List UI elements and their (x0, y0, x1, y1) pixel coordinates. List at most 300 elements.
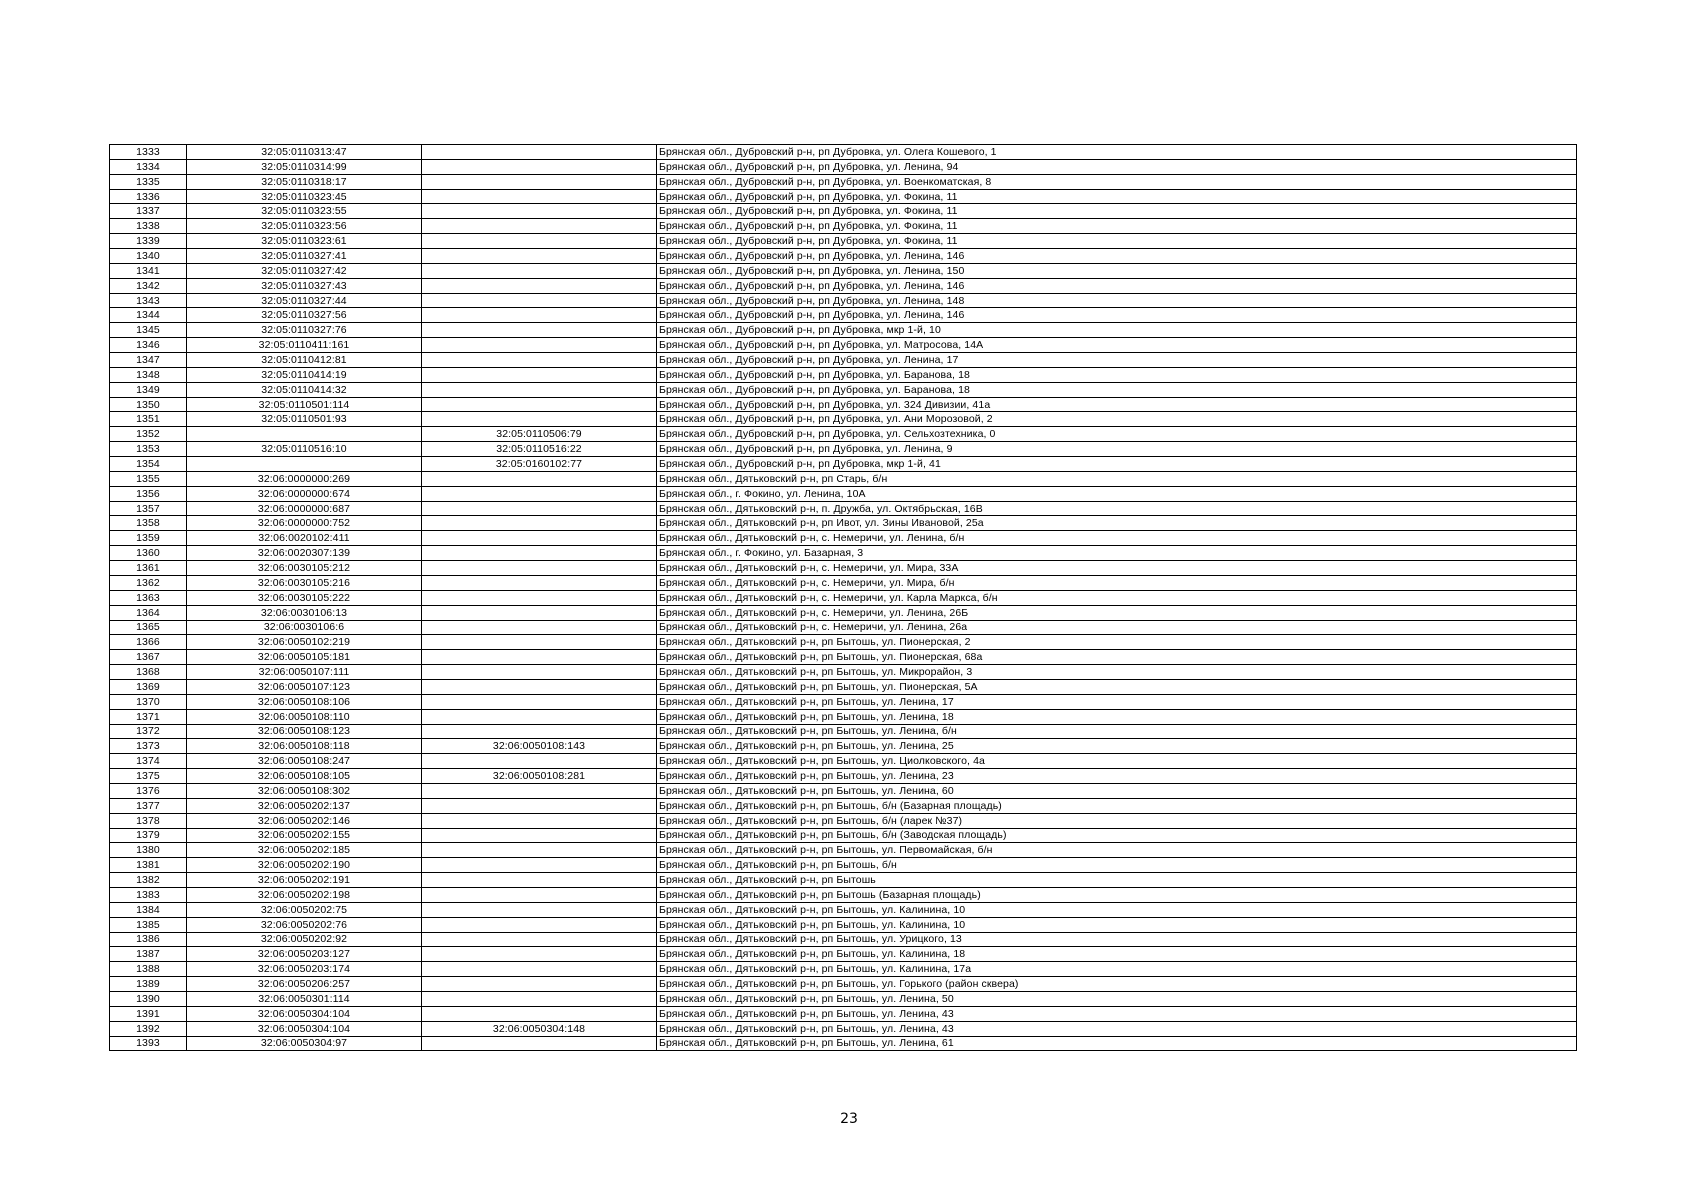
related-cadastral-number-cell (422, 249, 657, 264)
address-cell: Брянская обл., Дятьковский р-н, рп Бытошь, б/н (657, 858, 1577, 873)
cadastral-number-cell: 32:06:0050202:92 (187, 932, 422, 947)
address-cell: Брянская обл., Дятьковский р-н, рп Бытошь, ул. Микрорайон, 3 (657, 665, 1577, 680)
address-cell: Брянская обл., Дятьковский р-н, рп Бытошь, ул. Ленина, 23 (657, 769, 1577, 784)
row-number-cell: 1335 (110, 174, 187, 189)
address-cell: Брянская обл., Дятьковский р-н, рп Бытошь, ул. Ленина, 17 (657, 694, 1577, 709)
address-cell: Брянская обл., Дубровский р-н, рп Дубровка, ул. 324 Дивизии, 41а (657, 397, 1577, 412)
related-cadastral-number-cell (422, 783, 657, 798)
table-row (110, 635, 1577, 650)
table-row (110, 516, 1577, 531)
row-number-cell: 1364 (110, 605, 187, 620)
table-row (110, 263, 1577, 278)
cadastral-number-cell: 32:06:0050203:127 (187, 947, 422, 962)
table-row (110, 159, 1577, 174)
cadastral-number-cell: 32:05:0110327:76 (187, 323, 422, 338)
row-number-cell: 1392 (110, 1021, 187, 1036)
table-row (110, 620, 1577, 635)
address-cell: Брянская обл., Дятьковский р-н, с. Немеричи, ул. Мира, б/н (657, 575, 1577, 590)
cadastral-number-cell: 32:06:0050202:76 (187, 917, 422, 932)
cadastral-number-cell: 32:05:0110323:45 (187, 189, 422, 204)
cadastral-number-cell: 32:06:0050304:104 (187, 1021, 422, 1036)
row-number-cell: 1375 (110, 769, 187, 784)
table-row (110, 145, 1577, 160)
row-number-cell: 1349 (110, 382, 187, 397)
cadastral-number-cell: 32:06:0000000:269 (187, 471, 422, 486)
address-cell: Брянская обл., Дубровский р-н, рп Дубровка, ул. Матросова, 14А (657, 338, 1577, 353)
table-row (110, 397, 1577, 412)
related-cadastral-number-cell (422, 561, 657, 576)
row-number-cell: 1372 (110, 724, 187, 739)
related-cadastral-number-cell (422, 858, 657, 873)
related-cadastral-number-cell (422, 977, 657, 992)
table-row (110, 694, 1577, 709)
table-row (110, 739, 1577, 754)
related-cadastral-number-cell (422, 665, 657, 680)
table-row (110, 382, 1577, 397)
table-row (110, 590, 1577, 605)
table-row (110, 427, 1577, 442)
table-row (110, 546, 1577, 561)
related-cadastral-number-cell (422, 679, 657, 694)
cadastral-number-cell: 32:06:0050202:155 (187, 828, 422, 843)
row-number-cell: 1351 (110, 412, 187, 427)
related-cadastral-number-cell (422, 962, 657, 977)
address-cell: Брянская обл., Дятьковский р-н, рп Бытошь, ул. Горького (район сквера) (657, 977, 1577, 992)
address-cell: Брянская обл., г. Фокино, ул. Ленина, 10А (657, 486, 1577, 501)
cadastral-number-cell: 32:06:0050202:137 (187, 798, 422, 813)
address-cell: Брянская обл., Дубровский р-н, рп Дубровка, ул. Ленина, 146 (657, 278, 1577, 293)
address-cell: Брянская обл., Дятьковский р-н, рп Бытошь (657, 873, 1577, 888)
table-row (110, 457, 1577, 472)
row-number-cell: 1373 (110, 739, 187, 754)
related-cadastral-number-cell (422, 843, 657, 858)
cadastral-number-cell: 32:06:0030105:216 (187, 575, 422, 590)
table-row (110, 991, 1577, 1006)
address-cell: Брянская обл., Дятьковский р-н, рп Бытошь, ул. Ленина, 25 (657, 739, 1577, 754)
cadastral-number-cell: 32:06:0050301:114 (187, 991, 422, 1006)
related-cadastral-number-cell (422, 575, 657, 590)
cadastral-number-cell: 32:06:0050102:219 (187, 635, 422, 650)
cadastral-number-cell: 32:06:0050108:106 (187, 694, 422, 709)
table-row (110, 219, 1577, 234)
row-number-cell: 1368 (110, 665, 187, 680)
related-cadastral-number-cell (422, 397, 657, 412)
address-cell: Брянская обл., Дятьковский р-н, рп Бытошь, ул. Ленина, 60 (657, 783, 1577, 798)
related-cadastral-number-cell (422, 546, 657, 561)
table-row (110, 783, 1577, 798)
address-cell: Брянская обл., Дятьковский р-н, рп Бытошь, ул. Ленина, 18 (657, 709, 1577, 724)
row-number-cell: 1345 (110, 323, 187, 338)
row-number-cell: 1360 (110, 546, 187, 561)
table-row (110, 813, 1577, 828)
table-row (110, 353, 1577, 368)
table-row (110, 977, 1577, 992)
cadastral-number-cell: 32:06:0020102:411 (187, 531, 422, 546)
table-row (110, 873, 1577, 888)
related-cadastral-number-cell (422, 873, 657, 888)
table-row (110, 575, 1577, 590)
row-number-cell: 1361 (110, 561, 187, 576)
related-cadastral-number-cell (422, 501, 657, 516)
table-row (110, 338, 1577, 353)
related-cadastral-number-cell (422, 159, 657, 174)
table-row (110, 665, 1577, 680)
row-number-cell: 1383 (110, 887, 187, 902)
row-number-cell: 1389 (110, 977, 187, 992)
table-row (110, 932, 1577, 947)
cadastral-number-cell: 32:06:0050206:257 (187, 977, 422, 992)
related-cadastral-number-cell: 32:06:0050108:281 (422, 769, 657, 784)
address-cell: Брянская обл., Дятьковский р-н, рп Бытошь, ул. Калинина, 17а (657, 962, 1577, 977)
related-cadastral-number-cell (422, 145, 657, 160)
row-number-cell: 1377 (110, 798, 187, 813)
address-cell: Брянская обл., Дятьковский р-н, рп Бытошь, ул. Первомайская, б/н (657, 843, 1577, 858)
cadastral-number-cell: 32:06:0050304:104 (187, 1006, 422, 1021)
row-number-cell: 1369 (110, 679, 187, 694)
property-registry-table (109, 144, 1577, 1051)
related-cadastral-number-cell (422, 635, 657, 650)
row-number-cell: 1340 (110, 249, 187, 264)
cadastral-number-cell: 32:06:0000000:687 (187, 501, 422, 516)
cadastral-number-cell: 32:06:0050108:105 (187, 769, 422, 784)
related-cadastral-number-cell: 32:05:0160102:77 (422, 457, 657, 472)
cadastral-number-cell: 32:05:0110314:99 (187, 159, 422, 174)
address-cell: Брянская обл., Дятьковский р-н, рп Бытошь, б/н (Базарная площадь) (657, 798, 1577, 813)
cadastral-number-cell: 32:05:0110414:19 (187, 367, 422, 382)
table-row (110, 249, 1577, 264)
related-cadastral-number-cell (422, 1006, 657, 1021)
address-cell: Брянская обл., Дубровский р-н, рп Дубровка, ул. Сельхозтехника, 0 (657, 427, 1577, 442)
address-cell: Брянская обл., Дятьковский р-н, рп Бытошь, ул. Пионерская, 5А (657, 679, 1577, 694)
row-number-cell: 1352 (110, 427, 187, 442)
cadastral-number-cell: 32:06:0030105:222 (187, 590, 422, 605)
address-cell: Брянская обл., Дятьковский р-н, рп Бытошь, ул. Ленина, б/н (657, 724, 1577, 739)
related-cadastral-number-cell (422, 338, 657, 353)
row-number-cell: 1366 (110, 635, 187, 650)
address-cell: Брянская обл., Дубровский р-н, рп Дубровка, ул. Олега Кошевого, 1 (657, 145, 1577, 160)
cadastral-number-cell: 32:06:0050108:302 (187, 783, 422, 798)
page-number: 23 (840, 1111, 858, 1127)
row-number-cell: 1341 (110, 263, 187, 278)
row-number-cell: 1346 (110, 338, 187, 353)
table-row (110, 308, 1577, 323)
related-cadastral-number-cell (422, 813, 657, 828)
cadastral-number-cell: 32:06:0050108:110 (187, 709, 422, 724)
cadastral-number-cell: 32:06:0050108:118 (187, 739, 422, 754)
table-row (110, 962, 1577, 977)
address-cell: Брянская обл., Дубровский р-н, рп Дубровка, ул. Ани Морозовой, 2 (657, 412, 1577, 427)
row-number-cell: 1380 (110, 843, 187, 858)
cadastral-number-cell: 32:06:0050107:123 (187, 679, 422, 694)
cadastral-number-cell: 32:05:0110323:61 (187, 234, 422, 249)
related-cadastral-number-cell (422, 1036, 657, 1051)
row-number-cell: 1336 (110, 189, 187, 204)
table-row (110, 234, 1577, 249)
row-number-cell: 1378 (110, 813, 187, 828)
table-row (110, 412, 1577, 427)
row-number-cell: 1385 (110, 917, 187, 932)
address-cell: Брянская обл., г. Фокино, ул. Базарная, 3 (657, 546, 1577, 561)
row-number-cell: 1350 (110, 397, 187, 412)
row-number-cell: 1354 (110, 457, 187, 472)
row-number-cell: 1355 (110, 471, 187, 486)
related-cadastral-number-cell (422, 293, 657, 308)
cadastral-number-cell: 32:06:0050304:97 (187, 1036, 422, 1051)
cadastral-number-cell: 32:05:0110414:32 (187, 382, 422, 397)
row-number-cell: 1386 (110, 932, 187, 947)
row-number-cell: 1353 (110, 442, 187, 457)
related-cadastral-number-cell (422, 531, 657, 546)
table-row (110, 917, 1577, 932)
related-cadastral-number-cell (422, 724, 657, 739)
address-cell: Брянская обл., Дубровский р-н, рп Дубровка, ул. Ленина, 17 (657, 353, 1577, 368)
related-cadastral-number-cell (422, 234, 657, 249)
cadastral-number-cell: 32:06:0050202:185 (187, 843, 422, 858)
row-number-cell: 1391 (110, 1006, 187, 1021)
row-number-cell: 1347 (110, 353, 187, 368)
related-cadastral-number-cell: 32:06:0050108:143 (422, 739, 657, 754)
cadastral-number-cell: 32:06:0050108:247 (187, 754, 422, 769)
address-cell: Брянская обл., Дубровский р-н, рп Дубровка, ул. Военкоматская, 8 (657, 174, 1577, 189)
address-cell: Брянская обл., Дубровский р-н, рп Дубровка, ул. Фокина, 11 (657, 234, 1577, 249)
related-cadastral-number-cell (422, 278, 657, 293)
table-row (110, 769, 1577, 784)
cadastral-number-cell: 32:05:0110327:42 (187, 263, 422, 278)
cadastral-number-cell: 32:06:0050202:75 (187, 902, 422, 917)
table-row (110, 204, 1577, 219)
row-number-cell: 1390 (110, 991, 187, 1006)
address-cell: Брянская обл., Дубровский р-н, рп Дубровка, ул. Ленина, 9 (657, 442, 1577, 457)
related-cadastral-number-cell (422, 412, 657, 427)
cadastral-number-cell: 32:06:0050107:111 (187, 665, 422, 680)
related-cadastral-number-cell (422, 887, 657, 902)
table-row (110, 902, 1577, 917)
related-cadastral-number-cell (422, 219, 657, 234)
cadastral-number-cell: 32:06:0050108:123 (187, 724, 422, 739)
table-row (110, 724, 1577, 739)
row-number-cell: 1333 (110, 145, 187, 160)
address-cell: Брянская обл., Дубровский р-н, рп Дубровка, ул. Фокина, 11 (657, 219, 1577, 234)
related-cadastral-number-cell (422, 991, 657, 1006)
cadastral-number-cell: 32:05:0110327:43 (187, 278, 422, 293)
cadastral-number-cell: 32:05:0110411:161 (187, 338, 422, 353)
related-cadastral-number-cell (422, 189, 657, 204)
table-row (110, 323, 1577, 338)
table-row (110, 189, 1577, 204)
related-cadastral-number-cell (422, 471, 657, 486)
related-cadastral-number-cell (422, 516, 657, 531)
cadastral-number-cell (187, 427, 422, 442)
address-cell: Брянская обл., Дятьковский р-н, рп Бытошь, ул. Калинина, 10 (657, 917, 1577, 932)
row-number-cell: 1342 (110, 278, 187, 293)
table-row (110, 828, 1577, 843)
cadastral-number-cell: 32:06:0030106:13 (187, 605, 422, 620)
address-cell: Брянская обл., Дубровский р-н, рп Дубровка, ул. Ленина, 146 (657, 249, 1577, 264)
related-cadastral-number-cell (422, 932, 657, 947)
related-cadastral-number-cell (422, 204, 657, 219)
address-cell: Брянская обл., Дятьковский р-н, с. Немеричи, ул. Карла Маркса, б/н (657, 590, 1577, 605)
row-number-cell: 1370 (110, 694, 187, 709)
table-row (110, 1036, 1577, 1051)
related-cadastral-number-cell (422, 486, 657, 501)
address-cell: Брянская обл., Дубровский р-н, рп Дубровка, ул. Ленина, 146 (657, 308, 1577, 323)
table-row (110, 754, 1577, 769)
row-number-cell: 1376 (110, 783, 187, 798)
row-number-cell: 1393 (110, 1036, 187, 1051)
address-cell: Брянская обл., Дятьковский р-н, рп Бытошь, ул. Ленина, 43 (657, 1006, 1577, 1021)
related-cadastral-number-cell (422, 367, 657, 382)
table-row (110, 887, 1577, 902)
related-cadastral-number-cell (422, 947, 657, 962)
row-number-cell: 1359 (110, 531, 187, 546)
address-cell: Брянская обл., Дубровский р-н, рп Дубровка, ул. Фокина, 11 (657, 189, 1577, 204)
table-row (110, 561, 1577, 576)
related-cadastral-number-cell (422, 620, 657, 635)
related-cadastral-number-cell (422, 917, 657, 932)
address-cell: Брянская обл., Дубровский р-н, рп Дубровка, мкр 1-й, 10 (657, 323, 1577, 338)
cadastral-number-cell: 32:05:0110327:41 (187, 249, 422, 264)
related-cadastral-number-cell: 32:05:0110516:22 (422, 442, 657, 457)
registry-table-body (110, 145, 1577, 1051)
row-number-cell: 1387 (110, 947, 187, 962)
cadastral-number-cell: 32:06:0000000:674 (187, 486, 422, 501)
table-row (110, 293, 1577, 308)
cadastral-number-cell: 32:05:0110327:56 (187, 308, 422, 323)
address-cell: Брянская обл., Дубровский р-н, рп Дубровка, ул. Фокина, 11 (657, 204, 1577, 219)
related-cadastral-number-cell (422, 828, 657, 843)
table-row (110, 278, 1577, 293)
address-cell: Брянская обл., Дятьковский р-н, с. Немеричи, ул. Ленина, 26Б (657, 605, 1577, 620)
row-number-cell: 1356 (110, 486, 187, 501)
row-number-cell: 1338 (110, 219, 187, 234)
row-number-cell: 1358 (110, 516, 187, 531)
row-number-cell: 1363 (110, 590, 187, 605)
table-row (110, 679, 1577, 694)
related-cadastral-number-cell (422, 353, 657, 368)
address-cell: Брянская обл., Дубровский р-н, рп Дубровка, ул. Баранова, 18 (657, 367, 1577, 382)
cadastral-number-cell: 32:06:0050202:191 (187, 873, 422, 888)
table-row (110, 486, 1577, 501)
table-row (110, 709, 1577, 724)
table-row (110, 1021, 1577, 1036)
table-row (110, 947, 1577, 962)
row-number-cell: 1367 (110, 650, 187, 665)
row-number-cell: 1388 (110, 962, 187, 977)
address-cell: Брянская обл., Дятьковский р-н, рп Ивот, ул. Зины Ивановой, 25а (657, 516, 1577, 531)
address-cell: Брянская обл., Дубровский р-н, рп Дубровка, ул. Ленина, 150 (657, 263, 1577, 278)
cadastral-number-cell: 32:06:0050203:174 (187, 962, 422, 977)
cadastral-number-cell: 32:05:0110412:81 (187, 353, 422, 368)
row-number-cell: 1339 (110, 234, 187, 249)
row-number-cell: 1362 (110, 575, 187, 590)
address-cell: Брянская обл., Дятьковский р-н, рп Бытошь, ул. Циолковского, 4а (657, 754, 1577, 769)
address-cell: Брянская обл., Дятьковский р-н, с. Немеричи, ул. Мира, 33А (657, 561, 1577, 576)
related-cadastral-number-cell (422, 902, 657, 917)
address-cell: Брянская обл., Дятьковский р-н, рп Бытошь, ул. Пионерская, 2 (657, 635, 1577, 650)
row-number-cell: 1357 (110, 501, 187, 516)
related-cadastral-number-cell (422, 650, 657, 665)
cadastral-number-cell: 32:05:0110323:55 (187, 204, 422, 219)
address-cell: Брянская обл., Дятьковский р-н, рп Бытошь, ул. Калинина, 18 (657, 947, 1577, 962)
address-cell: Брянская обл., Дятьковский р-н, рп Бытошь (Базарная площадь) (657, 887, 1577, 902)
address-cell: Брянская обл., Дятьковский р-н, с. Немеричи, ул. Ленина, 26а (657, 620, 1577, 635)
address-cell: Брянская обл., Дятьковский р-н, с. Немеричи, ул. Ленина, б/н (657, 531, 1577, 546)
table-row (110, 174, 1577, 189)
row-number-cell: 1348 (110, 367, 187, 382)
address-cell: Брянская обл., Дятьковский р-н, рп Бытошь, ул. Ленина, 43 (657, 1021, 1577, 1036)
cadastral-number-cell: 32:05:0110516:10 (187, 442, 422, 457)
cadastral-number-cell: 32:05:0110501:114 (187, 397, 422, 412)
row-number-cell: 1337 (110, 204, 187, 219)
row-number-cell: 1344 (110, 308, 187, 323)
table-row (110, 367, 1577, 382)
cadastral-number-cell: 32:06:0020307:139 (187, 546, 422, 561)
row-number-cell: 1384 (110, 902, 187, 917)
row-number-cell: 1382 (110, 873, 187, 888)
related-cadastral-number-cell (422, 798, 657, 813)
related-cadastral-number-cell: 32:05:0110506:79 (422, 427, 657, 442)
row-number-cell: 1371 (110, 709, 187, 724)
address-cell: Брянская обл., Дятьковский р-н, рп Бытошь, ул. Ленина, 50 (657, 991, 1577, 1006)
address-cell: Брянская обл., Дятьковский р-н, рп Бытошь, ул. Калинина, 10 (657, 902, 1577, 917)
cadastral-number-cell: 32:05:0110318:17 (187, 174, 422, 189)
address-cell: Брянская обл., Дубровский р-н, рп Дубровка, ул. Ленина, 148 (657, 293, 1577, 308)
row-number-cell: 1334 (110, 159, 187, 174)
address-cell: Брянская обл., Дятьковский р-н, рп Бытошь, ул. Ленина, 61 (657, 1036, 1577, 1051)
address-cell: Брянская обл., Дятьковский р-н, рп Бытошь, ул. Пионерская, 68а (657, 650, 1577, 665)
row-number-cell: 1365 (110, 620, 187, 635)
address-cell: Брянская обл., Дубровский р-н, рп Дубровка, мкр 1-й, 41 (657, 457, 1577, 472)
cadastral-number-cell: 32:06:0030105:212 (187, 561, 422, 576)
cadastral-number-cell: 32:05:0110501:93 (187, 412, 422, 427)
row-number-cell: 1379 (110, 828, 187, 843)
row-number-cell: 1343 (110, 293, 187, 308)
related-cadastral-number-cell (422, 709, 657, 724)
address-cell: Брянская обл., Дубровский р-н, рп Дубровка, ул. Ленина, 94 (657, 159, 1577, 174)
related-cadastral-number-cell (422, 694, 657, 709)
table-row (110, 471, 1577, 486)
address-cell: Брянская обл., Дятьковский р-н, рп Бытошь, ул. Урицкого, 13 (657, 932, 1577, 947)
related-cadastral-number-cell (422, 754, 657, 769)
cadastral-number-cell (187, 457, 422, 472)
row-number-cell: 1374 (110, 754, 187, 769)
cadastral-number-cell: 32:05:0110313:47 (187, 145, 422, 160)
table-row (110, 843, 1577, 858)
cadastral-number-cell: 32:05:0110323:56 (187, 219, 422, 234)
address-cell: Брянская обл., Дубровский р-н, рп Дубровка, ул. Баранова, 18 (657, 382, 1577, 397)
related-cadastral-number-cell (422, 308, 657, 323)
related-cadastral-number-cell: 32:06:0050304:148 (422, 1021, 657, 1036)
related-cadastral-number-cell (422, 605, 657, 620)
cadastral-number-cell: 32:06:0000000:752 (187, 516, 422, 531)
cadastral-number-cell: 32:06:0050202:198 (187, 887, 422, 902)
cadastral-number-cell: 32:06:0050202:190 (187, 858, 422, 873)
table-row (110, 858, 1577, 873)
cadastral-number-cell: 32:06:0050202:146 (187, 813, 422, 828)
table-row (110, 531, 1577, 546)
related-cadastral-number-cell (422, 263, 657, 278)
cadastral-number-cell: 32:05:0110327:44 (187, 293, 422, 308)
related-cadastral-number-cell (422, 590, 657, 605)
related-cadastral-number-cell (422, 382, 657, 397)
address-cell: Брянская обл., Дятьковский р-н, рп Старь, б/н (657, 471, 1577, 486)
table-row (110, 798, 1577, 813)
cadastral-number-cell: 32:06:0050105:181 (187, 650, 422, 665)
table-row (110, 605, 1577, 620)
cadastral-number-cell: 32:06:0030106:6 (187, 620, 422, 635)
table-row (110, 501, 1577, 516)
address-cell: Брянская обл., Дятьковский р-н, рп Бытошь, б/н (Заводская площадь) (657, 828, 1577, 843)
